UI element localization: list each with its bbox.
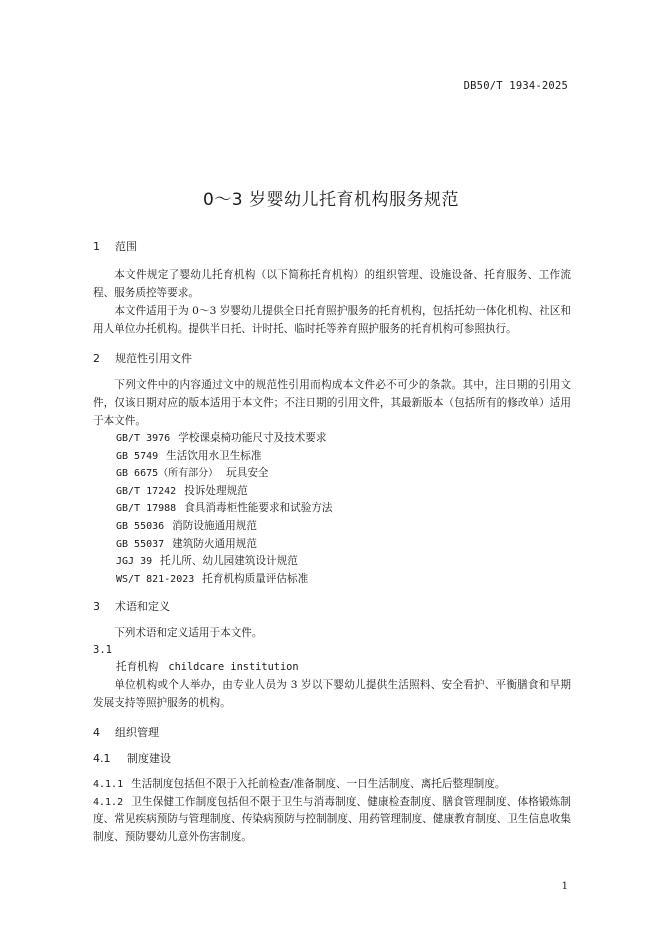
term-definition: 单位机构或个人举办，由专业人员为 3 岁以下婴幼儿提供生活照料、安全看护、平衡膳食和早期发展支持等照护服务的机构。 [93,679,571,710]
paragraph: 本文件规定了婴幼儿托育机构（以下简称托育机构）的组织管理、设施设备、托育服务、工作流程、服务质控等要求。 [93,269,571,299]
document-number: DB50/T 1934-2025 [463,80,568,92]
reference-title: 托儿所、幼儿园建筑设计规范 [160,555,298,568]
term-english: childcare institution [168,661,299,674]
reference-code: GB 6675（所有部分） [116,468,219,480]
clause [93,794,571,846]
section-title: 范围 [115,240,137,253]
subsection-title: 制度建设 [127,752,171,766]
clause-text: 生活制度包括但不限于入托前检查/准备制度、一日生活制度、离托后整理制度。 [131,778,506,791]
reference-code: JGJ 39 [116,556,153,568]
document-title: 0～3 岁婴幼儿托育机构服务规范 [202,190,460,210]
section-number: 3 [93,600,100,614]
paragraph: 下列文件中的内容通过文中的规范性引用而构成本文件必不可少的条款。其中，注日期的引用文件，仅该日期对应的版本适用于本文件；不注日期的引用文件，其最新版本（包括所有的修改单）适用于本文件。 [93,379,571,427]
reference-item [116,518,571,536]
reference-title: 食具消毒柜性能要求和试验方法 [184,502,333,515]
reference-code: GB 5749 [116,450,159,462]
reference-code: GB 55036 [116,520,165,532]
reference-code: GB/T 3976 [116,433,171,444]
reference-title: 托育机构质量评估标准 [202,572,309,585]
clause-text: 卫生保健工作制度包括但不限于卫生与消毒制度、健康检查制度、膳食管理制度、体格锻炼制度、常见疾病预防与管理制度、传染病预防与控制制度、用药管理制度、健康教育制度、卫生信息收集制度、预防婴幼儿意外伤害制度。 [93,795,571,843]
section-heading-terms [93,598,571,616]
term-entry [116,659,571,676]
reference-code: GB/T 17242 [116,485,177,497]
reference-title: 玩具安全 [226,467,269,480]
section-title: 术语和定义 [115,600,170,614]
term-number: 3.1 [93,644,112,657]
section-heading-organization [93,724,571,742]
term-chinese: 托育机构 [116,661,159,674]
section-number: 1 [93,240,100,253]
clause [93,776,571,793]
document-body [93,238,571,846]
subsection-number: 4.1 [93,752,111,766]
section-heading-normative-references [93,350,571,368]
reference-item [116,465,571,483]
reference-item [116,553,571,571]
reference-title: 建筑防火通用规范 [172,537,257,550]
paragraph: 下列术语和定义适用于本文件。 [114,627,263,640]
section-title: 组织管理 [115,726,159,740]
section-number: 2 [93,352,100,365]
reference-item [116,448,571,466]
reference-code: GB/T 17988 [116,503,177,515]
reference-item [116,430,571,448]
reference-item [116,483,571,501]
section-heading-scope [93,238,571,256]
reference-code: WS/T 821-2023 [116,573,195,585]
reference-list [93,430,571,588]
reference-title: 生活饮用水卫生标准 [166,449,262,462]
clause-number: 4.1.1 [93,779,124,791]
section-title: 规范性引用文件 [115,352,192,365]
reference-code: GB 55037 [116,538,165,550]
reference-item [116,571,571,589]
section-number: 4 [93,726,100,740]
reference-item [116,500,571,518]
reference-title: 投诉处理规范 [184,484,248,497]
reference-title: 消防设施通用规范 [172,519,257,532]
reference-item [116,536,571,554]
clause-number: 4.1.2 [93,796,124,808]
page-number: 1 [561,881,568,892]
subsection-heading-system [93,750,571,768]
paragraph: 本文件适用于为 0～3 岁婴幼儿提供全日托育照护服务的托育机构，包括托幼一体化机构、社区和用人单位办托机构。提供半日托、计时托、临时托等养育照护服务的托育机构可参照执行。 [93,305,571,335]
reference-title: 学校课桌椅功能尺寸及技术要求 [178,432,327,444]
